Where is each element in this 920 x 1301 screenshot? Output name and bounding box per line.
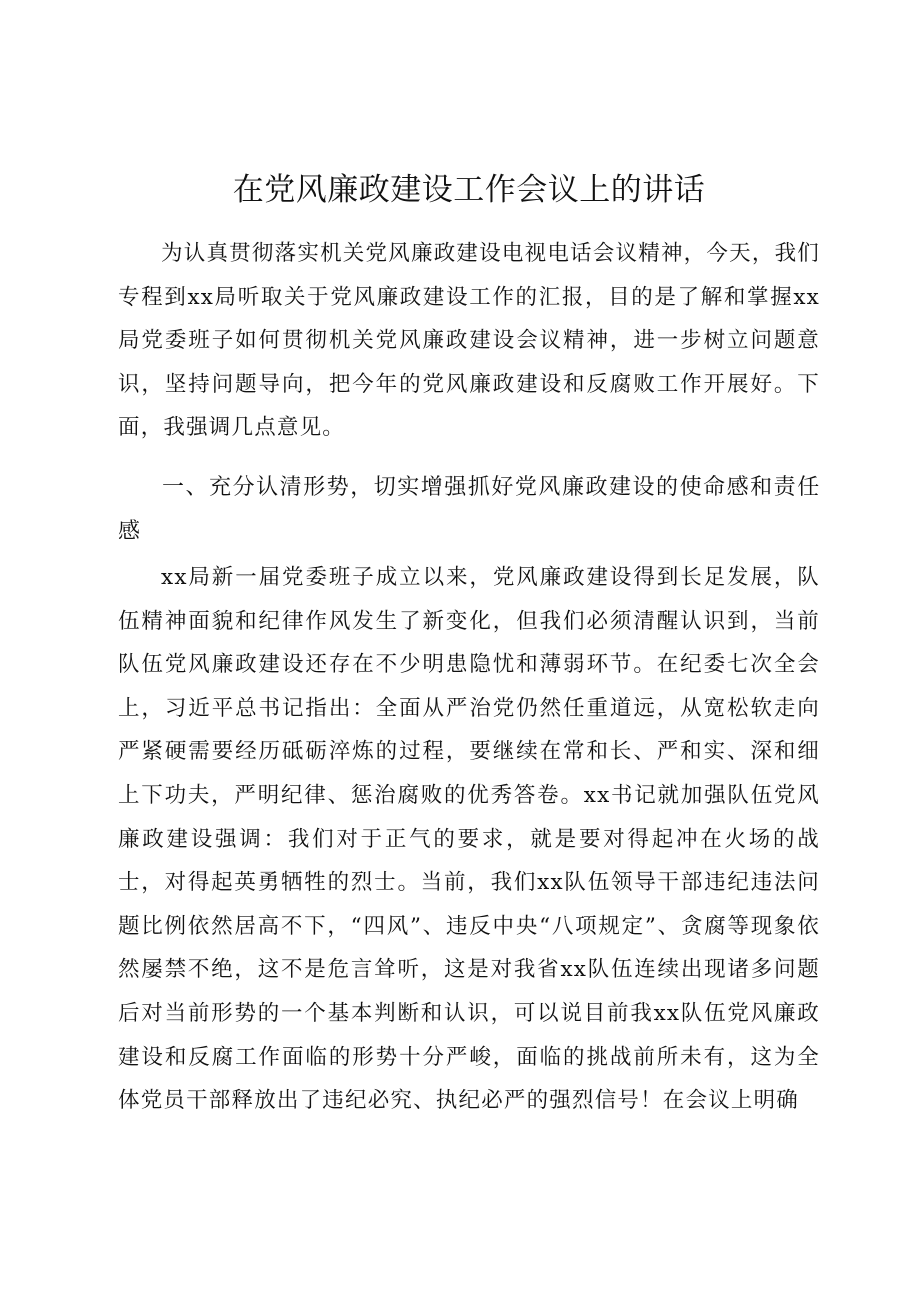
document-title: 在党风廉政建设工作会议上的讲话	[232, 172, 706, 208]
section-1-paragraph: xx局新一届党委班子成立以来，党风廉政建设得到长足发展，队伍精神面貌和纪律作风发生了新变化，但我们必须清醒认识到，当前队伍党风廉政建设还存在不少明患隐忧和薄弱环节。在纪委七次全会上，习近平总书记指出：全面从严治党仍然任重道远，从宽松软走向严紧硬需要经历砥砺淬炼的过程，要继续在常和长、严和实、深和细上下功夫，严明纪律、惩治腐败的优秀答卷。xx书记就加强队伍党风廉政建设强调：我们对于正气的要求，就是要对得起冲在火场的战士，对得起英勇牺牲的烈士。当前，我们xx队伍领导干部违纪违法问题比例依然居高不下，“四风”、违反中央“八项规定”、贪腐等现象依然屡禁不绝，这不是危言耸听，这是对我省xx队伍连续出现诸多问题后对当前形势的一个基本判断和认识，可以说目前我xx队伍党风廉政建设和反腐工作面临的形势十分严峻，面临的挑战前所未有，这为全体党员干部释放出了违纪必究、执纪必严的强烈信号！在会议上明确	[118, 564, 820, 1114]
section-heading-1: 一、充分认清形势，切实增强抓好党风廉政建设的使命感和责任感	[118, 474, 820, 544]
intro-paragraph: 为认真贯彻落实机关党风廉政建设电视电话会议精神，今天，我们专程到xx局听取关于党风廉政建设工作的汇报，目的是了解和掌握xx局党委班子如何贯彻机关党风廉政建设会议精神，进一步树立问题意识，坚持问题导向，把今年的党风廉政建设和反腐败工作开展好。下面，我强调几点意见。	[118, 241, 820, 441]
